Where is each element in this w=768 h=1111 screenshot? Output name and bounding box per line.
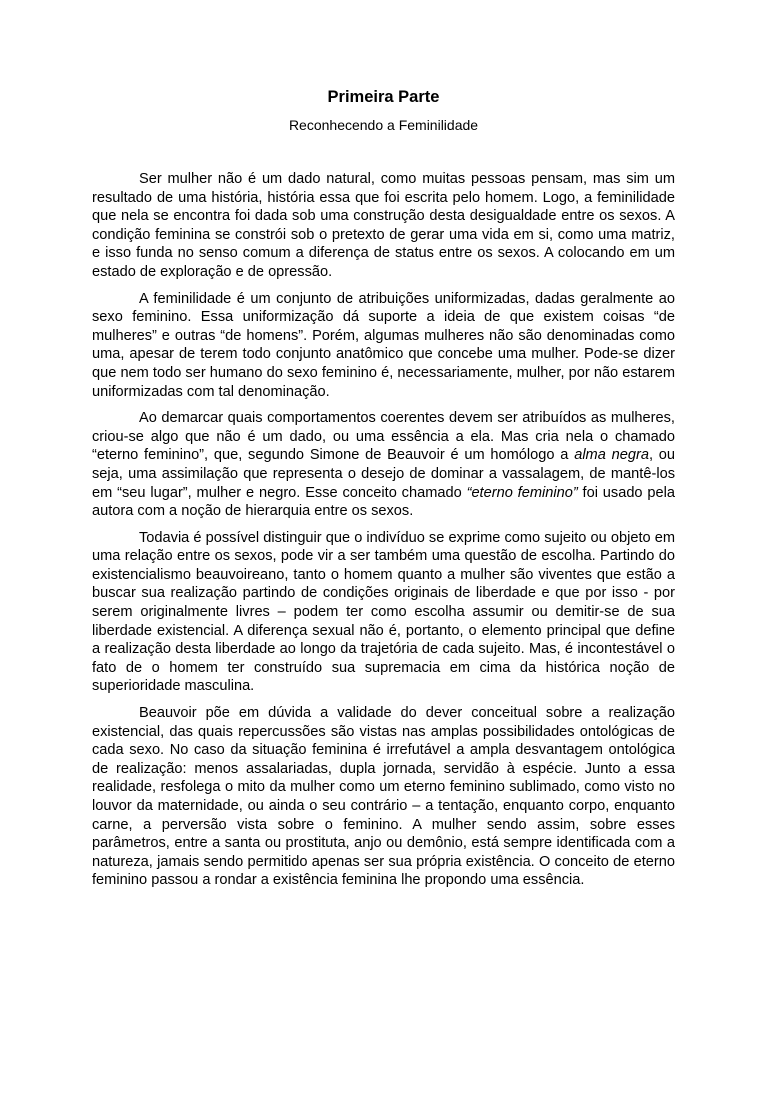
page-title: Primeira Parte	[327, 88, 440, 106]
italic-text: alma negra	[574, 447, 649, 464]
paragraph-text: Todavia é possível distinguir que o indivíduo se exprime como sujeito ou objeto em uma relação entre os sexos, pode vir a ser também uma questão de escolha. Partindo do existencialismo beauvoireano, tanto o homem quanto a mulher são viventes que estão a buscar sua realização partindo de condições originais de liberdade e que por isso - por serem originalmente livres – podem ter como escolha assumir ou demitir-se de sua liberdade existencial. A diferença sexual não é, portanto, o elemento principal que define a realização desta liberdade ao longo da trajetória de cada sujeito. Mas, é incontestável o fato de o homem ter construído sua supremacia em cima da histórica noção de superioridade masculina.	[92, 529, 675, 695]
paragraph-text: , ou seja, uma assimilação que representa o desejo de dominar a vassalagem, de mantê-los em “seu lugar”, mulher e negro. Esse conceito chamado	[92, 447, 676, 501]
document-body	[92, 170, 675, 890]
body-paragraph	[92, 409, 675, 521]
paragraph-text: Beauvoir põe em dúvida a validade do dever conceitual sobre a realização existencial, das quais repercussões são vistas nas amplas possibilidades ontológicas de cada sexo. No caso da situação feminina é irrefutável a ampla desvantagem ontológica de realização: menos assalariadas, dupla jornada, servidão à espécie. Junto a essa realidade, resfolega o mito da mulher como um eterno feminino sublimado, como visto no louvor da maternidade, ou ainda o seu contrário – a tentação, enquanto corpo, enquanto carne, a perversão vista sobre o feminino. A mulher sendo assim, sobre esses parâmetros, entre a santa ou prostituta, anjo ou demônio, está sempre identificada com a natureza, jamais sendo permitido apenas ser sua própria existência. O conceito de eterno feminino passou a rondar a existência feminina lhe propondo uma essência.	[92, 705, 675, 889]
paragraph-text: Ser mulher não é um dado natural, como muitas pessoas pensam, mas sim um resultado de uma história, história essa que foi escrita pelo homem. Logo, a feminilidade que nela se encontra foi dada sob uma construção desta desigualdade entre os sexos. A condição feminina se constrói sob o pretexto de gerar uma vida em si, como uma matriz, e isso funda no senso comum a diferença de status entre os sexos. A colocando em um estado de exploração e de opressão.	[92, 171, 675, 280]
page-subtitle: Reconhecendo a Feminilidade	[288, 117, 479, 133]
paragraph-text: Ao demarcar quais comportamentos coerentes devem ser atribuídos as mulheres, criou-se algo que não é um dado, ou uma essência a ela. Mas cria nela o chamado “eterno feminino”, que, segundo Simone de Beauvoir é um homólogo a	[92, 410, 675, 464]
body-paragraph	[92, 290, 675, 402]
body-paragraph	[92, 704, 675, 890]
body-paragraph	[92, 529, 675, 696]
body-paragraph	[92, 170, 675, 282]
paragraph-text: A feminilidade é um conjunto de atribuições uniformizadas, dadas geralmente ao sexo feminino. Essa uniformização dá suporte a ideia de que existem coisas “de mulheres” e outras “de homens”. Porém, algumas mulheres não são denominadas como uma, apesar de terem todo conjunto anatômico que concebe uma mulher. Pode-se dizer que nem todo ser humano do sexo feminino é, necessariamente, mulher, por não estarem uniformizadas com tal denominação.	[92, 290, 675, 400]
paragraph-text: foi usado pela autora com a noção de hierarquia entre os sexos.	[92, 484, 675, 520]
document-page	[0, 87, 768, 1111]
italic-text: “eterno feminino”	[466, 484, 578, 501]
